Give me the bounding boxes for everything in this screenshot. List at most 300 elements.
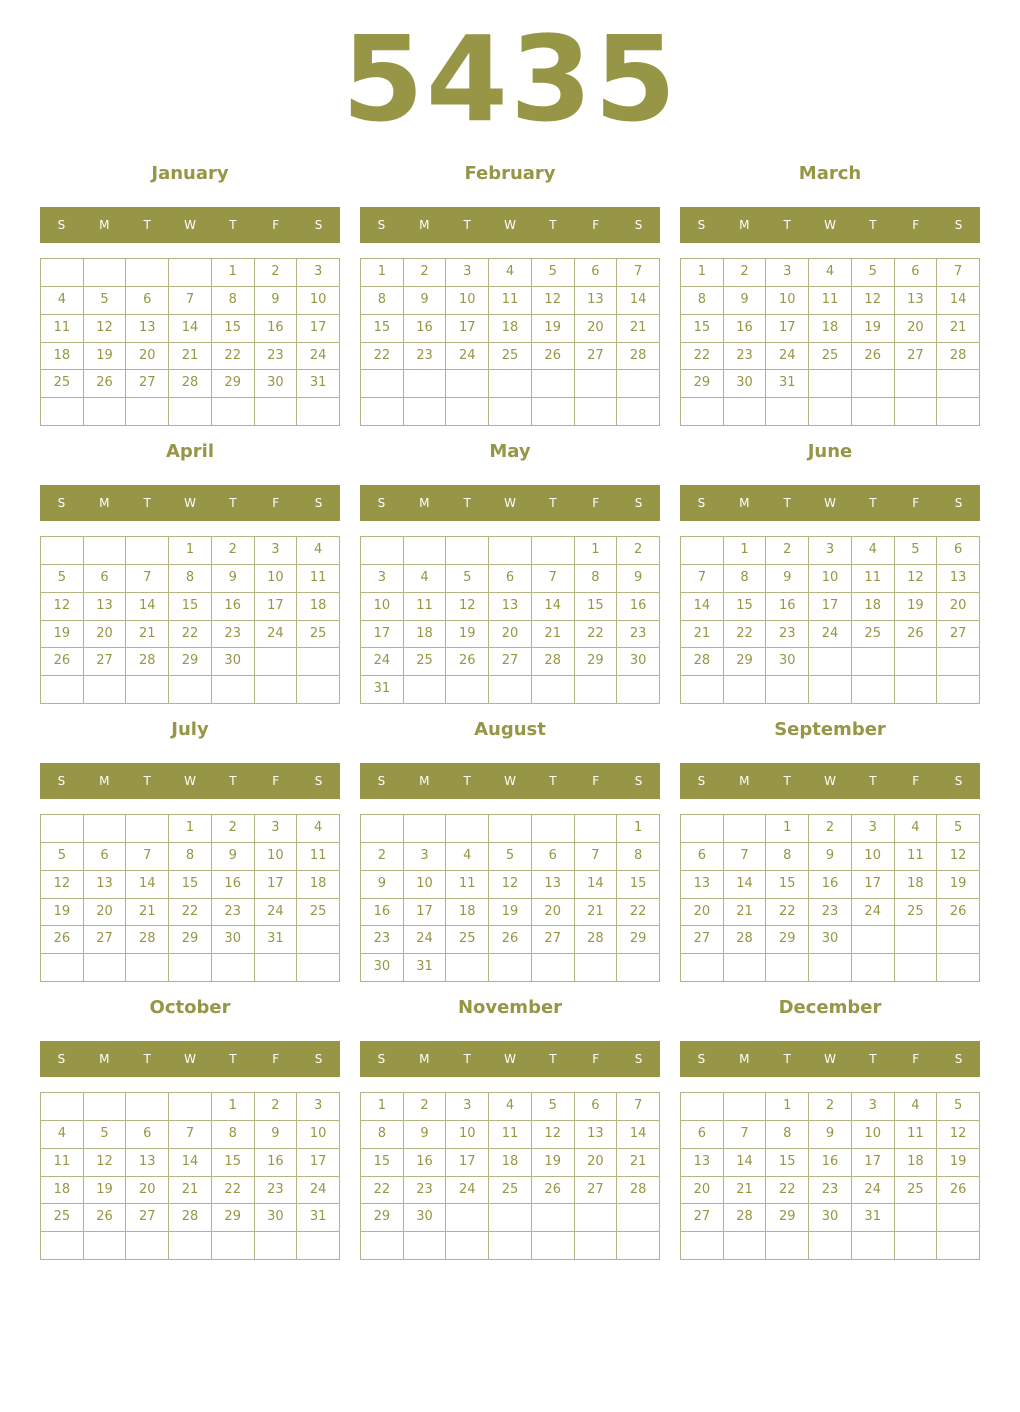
- weekday-label: W: [824, 1052, 836, 1066]
- day-cell: 16: [255, 1149, 298, 1177]
- day-cell: 18: [446, 899, 489, 927]
- day-cell: 1: [361, 259, 404, 287]
- weekday-label: W: [504, 496, 516, 510]
- empty-day-cell: [126, 1232, 169, 1260]
- day-cell: 10: [446, 287, 489, 315]
- day-cell: 13: [681, 871, 724, 899]
- day-cell: 5: [532, 1093, 575, 1121]
- empty-day-cell: [724, 1232, 767, 1260]
- empty-day-cell: [404, 815, 447, 843]
- weekday-label: T: [463, 1052, 471, 1066]
- weekday-label: F: [912, 1052, 920, 1066]
- day-cell: 11: [446, 871, 489, 899]
- empty-day-cell: [895, 954, 938, 982]
- day-cell: 24: [255, 899, 298, 927]
- weekday-label: M: [419, 1052, 430, 1066]
- empty-day-cell: [84, 815, 127, 843]
- day-cell: 15: [361, 1149, 404, 1177]
- day-cell: 30: [809, 1204, 852, 1232]
- day-cell: 30: [809, 926, 852, 954]
- day-cell: 8: [212, 287, 255, 315]
- day-cell: 17: [255, 593, 298, 621]
- empty-day-cell: [361, 537, 404, 565]
- day-cell: 24: [297, 1177, 340, 1205]
- day-cell: 22: [617, 899, 660, 927]
- empty-day-cell: [895, 1204, 938, 1232]
- day-grid: [40, 536, 340, 704]
- day-cell: 14: [169, 1149, 212, 1177]
- empty-day-cell: [446, 398, 489, 426]
- day-cell: 21: [126, 899, 169, 927]
- day-cell: 2: [255, 259, 298, 287]
- weekday-label: S: [377, 218, 386, 232]
- empty-day-cell: [489, 398, 532, 426]
- day-cell: 30: [361, 954, 404, 982]
- day-cell: 16: [361, 899, 404, 927]
- empty-day-cell: [937, 1232, 980, 1260]
- day-cell: 27: [681, 926, 724, 954]
- day-cell: 2: [255, 1093, 298, 1121]
- day-cell: 16: [724, 315, 767, 343]
- weekday-label: F: [912, 496, 920, 510]
- day-cell: 14: [126, 593, 169, 621]
- empty-day-cell: [489, 1232, 532, 1260]
- day-cell: 13: [681, 1149, 724, 1177]
- empty-day-cell: [532, 676, 575, 704]
- empty-day-cell: [681, 676, 724, 704]
- empty-day-cell: [41, 537, 84, 565]
- day-cell: 9: [617, 565, 660, 593]
- weekday-label: T: [783, 774, 791, 788]
- day-cell: 20: [681, 1177, 724, 1205]
- day-cell: 27: [937, 621, 980, 649]
- day-cell: 19: [895, 593, 938, 621]
- day-cell: 19: [937, 1149, 980, 1177]
- weekday-label: T: [783, 496, 791, 510]
- day-cell: 26: [895, 621, 938, 649]
- day-cell: 15: [212, 315, 255, 343]
- empty-day-cell: [169, 1232, 212, 1260]
- weekday-label: M: [739, 496, 750, 510]
- day-cell: 12: [532, 287, 575, 315]
- day-cell: 15: [169, 871, 212, 899]
- empty-day-cell: [84, 1232, 127, 1260]
- empty-day-cell: [617, 676, 660, 704]
- day-cell: 13: [532, 871, 575, 899]
- empty-day-cell: [617, 954, 660, 982]
- weekday-label: S: [954, 1052, 963, 1066]
- day-cell: 29: [766, 1204, 809, 1232]
- day-cell: 26: [41, 926, 84, 954]
- day-cell: 25: [809, 343, 852, 371]
- day-cell: 28: [126, 648, 169, 676]
- day-cell: 7: [126, 843, 169, 871]
- day-cell: 1: [361, 1093, 404, 1121]
- weekday-label: T: [143, 496, 151, 510]
- day-cell: 4: [297, 815, 340, 843]
- day-cell: 6: [937, 537, 980, 565]
- day-cell: 25: [41, 370, 84, 398]
- day-cell: 6: [126, 287, 169, 315]
- day-cell: 19: [852, 315, 895, 343]
- day-cell: 31: [361, 676, 404, 704]
- day-cell: 13: [489, 593, 532, 621]
- day-cell: 17: [255, 871, 298, 899]
- day-cell: 1: [681, 259, 724, 287]
- weekday-header: [360, 763, 660, 799]
- day-cell: 22: [212, 1177, 255, 1205]
- day-cell: 2: [361, 843, 404, 871]
- month-name: June: [807, 441, 853, 462]
- weekday-label: S: [57, 774, 66, 788]
- weekday-label: T: [869, 496, 877, 510]
- day-cell: 29: [212, 370, 255, 398]
- weekday-label: S: [377, 1052, 386, 1066]
- day-cell: 17: [852, 871, 895, 899]
- empty-day-cell: [852, 648, 895, 676]
- day-cell: 26: [84, 370, 127, 398]
- empty-day-cell: [446, 1204, 489, 1232]
- day-cell: 5: [41, 565, 84, 593]
- day-cell: 3: [852, 1093, 895, 1121]
- day-cell: 29: [724, 648, 767, 676]
- day-cell: 11: [489, 287, 532, 315]
- day-cell: 27: [84, 926, 127, 954]
- day-cell: 27: [681, 1204, 724, 1232]
- day-cell: 9: [361, 871, 404, 899]
- empty-day-cell: [297, 648, 340, 676]
- day-cell: 17: [404, 899, 447, 927]
- day-cell: 16: [212, 593, 255, 621]
- weekday-label: M: [739, 1052, 750, 1066]
- day-cell: 4: [489, 259, 532, 287]
- day-cell: 6: [84, 565, 127, 593]
- weekday-header: [680, 763, 980, 799]
- day-cell: 28: [575, 926, 618, 954]
- empty-day-cell: [532, 1232, 575, 1260]
- day-cell: 17: [446, 315, 489, 343]
- day-cell: 9: [404, 287, 447, 315]
- empty-day-cell: [852, 1232, 895, 1260]
- day-cell: 19: [532, 315, 575, 343]
- weekday-header: [680, 1041, 980, 1077]
- empty-day-cell: [297, 954, 340, 982]
- empty-day-cell: [361, 815, 404, 843]
- empty-day-cell: [724, 398, 767, 426]
- empty-day-cell: [446, 1232, 489, 1260]
- weekday-label: S: [377, 774, 386, 788]
- empty-day-cell: [809, 648, 852, 676]
- weekday-label: W: [824, 496, 836, 510]
- day-cell: 2: [212, 537, 255, 565]
- empty-day-cell: [895, 370, 938, 398]
- day-cell: 20: [575, 1149, 618, 1177]
- empty-day-cell: [489, 370, 532, 398]
- day-cell: 14: [575, 871, 618, 899]
- day-cell: 8: [681, 287, 724, 315]
- empty-day-cell: [937, 926, 980, 954]
- day-cell: 22: [724, 621, 767, 649]
- day-cell: 4: [809, 259, 852, 287]
- day-cell: 10: [255, 565, 298, 593]
- day-cell: 15: [212, 1149, 255, 1177]
- empty-day-cell: [575, 370, 618, 398]
- day-cell: 12: [532, 1121, 575, 1149]
- weekday-label: W: [184, 774, 196, 788]
- day-cell: 13: [575, 1121, 618, 1149]
- day-cell: 30: [617, 648, 660, 676]
- day-cell: 9: [255, 1121, 298, 1149]
- empty-day-cell: [126, 259, 169, 287]
- weekday-label: M: [99, 496, 110, 510]
- empty-day-cell: [489, 954, 532, 982]
- day-cell: 8: [724, 565, 767, 593]
- day-grid: [680, 258, 980, 426]
- day-cell: 10: [404, 871, 447, 899]
- weekday-label: S: [377, 496, 386, 510]
- day-cell: 13: [126, 1149, 169, 1177]
- day-cell: 26: [852, 343, 895, 371]
- day-cell: 14: [126, 871, 169, 899]
- day-cell: 22: [361, 1177, 404, 1205]
- day-cell: 23: [255, 1177, 298, 1205]
- weekday-label: S: [697, 496, 706, 510]
- weekday-label: S: [697, 1052, 706, 1066]
- day-cell: 5: [852, 259, 895, 287]
- day-cell: 25: [489, 1177, 532, 1205]
- weekday-label: W: [184, 218, 196, 232]
- day-cell: 3: [446, 1093, 489, 1121]
- day-cell: 18: [809, 315, 852, 343]
- empty-day-cell: [446, 815, 489, 843]
- month-name: August: [474, 719, 546, 740]
- empty-day-cell: [852, 926, 895, 954]
- day-cell: 22: [212, 343, 255, 371]
- day-cell: 5: [895, 537, 938, 565]
- day-cell: 8: [361, 1121, 404, 1149]
- day-cell: 6: [575, 259, 618, 287]
- day-cell: 22: [361, 343, 404, 371]
- empty-day-cell: [41, 259, 84, 287]
- day-cell: 31: [404, 954, 447, 982]
- day-cell: 17: [446, 1149, 489, 1177]
- day-cell: 26: [84, 1204, 127, 1232]
- weekday-label: T: [143, 218, 151, 232]
- day-cell: 10: [852, 843, 895, 871]
- empty-day-cell: [681, 398, 724, 426]
- day-cell: 5: [84, 287, 127, 315]
- weekday-label: F: [912, 218, 920, 232]
- empty-day-cell: [895, 398, 938, 426]
- empty-day-cell: [532, 370, 575, 398]
- empty-day-cell: [404, 370, 447, 398]
- day-cell: 19: [41, 621, 84, 649]
- empty-day-cell: [446, 954, 489, 982]
- month-name: February: [464, 163, 556, 184]
- day-cell: 10: [297, 1121, 340, 1149]
- empty-day-cell: [446, 537, 489, 565]
- weekday-label: T: [143, 774, 151, 788]
- day-cell: 17: [297, 315, 340, 343]
- month-name: October: [149, 997, 231, 1018]
- day-cell: 15: [766, 871, 809, 899]
- day-cell: 13: [84, 593, 127, 621]
- day-cell: 30: [212, 926, 255, 954]
- day-cell: 4: [297, 537, 340, 565]
- empty-day-cell: [937, 648, 980, 676]
- day-cell: 20: [937, 593, 980, 621]
- day-cell: 27: [84, 648, 127, 676]
- empty-day-cell: [126, 398, 169, 426]
- empty-day-cell: [617, 1204, 660, 1232]
- weekday-header: [40, 485, 340, 521]
- weekday-label: T: [229, 774, 237, 788]
- day-cell: 29: [361, 1204, 404, 1232]
- day-cell: 11: [489, 1121, 532, 1149]
- day-cell: 9: [212, 843, 255, 871]
- day-grid: [40, 258, 340, 426]
- month-name: December: [778, 997, 882, 1018]
- day-cell: 11: [41, 315, 84, 343]
- day-cell: 18: [489, 315, 532, 343]
- day-cell: 24: [852, 1177, 895, 1205]
- day-cell: 30: [255, 370, 298, 398]
- weekday-label: M: [99, 218, 110, 232]
- empty-day-cell: [84, 259, 127, 287]
- weekday-label: W: [184, 496, 196, 510]
- empty-day-cell: [532, 1204, 575, 1232]
- day-cell: 23: [361, 926, 404, 954]
- day-cell: 20: [895, 315, 938, 343]
- day-cell: 24: [446, 343, 489, 371]
- day-grid: [680, 536, 980, 704]
- day-cell: 29: [169, 648, 212, 676]
- day-cell: 26: [446, 648, 489, 676]
- day-cell: 8: [766, 843, 809, 871]
- weekday-label: T: [463, 774, 471, 788]
- day-grid: [680, 814, 980, 982]
- day-cell: 21: [617, 1149, 660, 1177]
- empty-day-cell: [126, 815, 169, 843]
- empty-day-cell: [766, 954, 809, 982]
- weekday-label: F: [592, 1052, 600, 1066]
- day-cell: 14: [681, 593, 724, 621]
- weekday-header: [360, 485, 660, 521]
- day-cell: 3: [255, 815, 298, 843]
- day-cell: 21: [681, 621, 724, 649]
- day-cell: 11: [297, 843, 340, 871]
- empty-day-cell: [575, 815, 618, 843]
- day-cell: 10: [766, 287, 809, 315]
- empty-day-cell: [126, 676, 169, 704]
- empty-day-cell: [255, 648, 298, 676]
- month-name: April: [165, 441, 215, 462]
- day-cell: 29: [766, 926, 809, 954]
- day-cell: 19: [489, 899, 532, 927]
- day-cell: 15: [724, 593, 767, 621]
- weekday-label: F: [592, 774, 600, 788]
- day-cell: 20: [126, 343, 169, 371]
- day-cell: 28: [126, 926, 169, 954]
- day-cell: 20: [681, 899, 724, 927]
- day-cell: 5: [532, 259, 575, 287]
- weekday-label: S: [57, 218, 66, 232]
- day-cell: 30: [404, 1204, 447, 1232]
- empty-day-cell: [809, 1232, 852, 1260]
- day-cell: 2: [212, 815, 255, 843]
- weekday-label: F: [272, 774, 280, 788]
- day-cell: 28: [724, 926, 767, 954]
- day-cell: 21: [575, 899, 618, 927]
- empty-day-cell: [575, 1232, 618, 1260]
- day-cell: 7: [724, 843, 767, 871]
- empty-day-cell: [212, 398, 255, 426]
- weekday-label: T: [783, 1052, 791, 1066]
- day-cell: 15: [766, 1149, 809, 1177]
- weekday-label: F: [272, 1052, 280, 1066]
- day-cell: 9: [809, 843, 852, 871]
- day-cell: 16: [809, 871, 852, 899]
- day-cell: 4: [404, 565, 447, 593]
- empty-day-cell: [169, 676, 212, 704]
- day-cell: 1: [617, 815, 660, 843]
- day-cell: 29: [169, 926, 212, 954]
- day-cell: 4: [41, 1121, 84, 1149]
- day-cell: 18: [404, 621, 447, 649]
- day-cell: 12: [84, 1149, 127, 1177]
- empty-day-cell: [446, 676, 489, 704]
- empty-day-cell: [297, 676, 340, 704]
- day-cell: 23: [404, 1177, 447, 1205]
- empty-day-cell: [84, 398, 127, 426]
- day-cell: 30: [255, 1204, 298, 1232]
- weekday-label: T: [549, 1052, 557, 1066]
- day-cell: 15: [361, 315, 404, 343]
- day-cell: 15: [681, 315, 724, 343]
- day-cell: 7: [169, 287, 212, 315]
- day-cell: 6: [681, 843, 724, 871]
- day-cell: 4: [446, 843, 489, 871]
- weekday-label: S: [954, 774, 963, 788]
- empty-day-cell: [446, 370, 489, 398]
- day-cell: 1: [766, 1093, 809, 1121]
- day-cell: 1: [169, 537, 212, 565]
- day-cell: 2: [617, 537, 660, 565]
- day-cell: 16: [404, 315, 447, 343]
- empty-day-cell: [895, 648, 938, 676]
- empty-day-cell: [169, 1093, 212, 1121]
- empty-day-cell: [766, 676, 809, 704]
- weekday-label: F: [912, 774, 920, 788]
- day-cell: 23: [809, 1177, 852, 1205]
- weekday-label: S: [634, 1052, 643, 1066]
- weekday-label: T: [869, 1052, 877, 1066]
- empty-day-cell: [489, 815, 532, 843]
- empty-day-cell: [361, 398, 404, 426]
- empty-day-cell: [575, 398, 618, 426]
- empty-day-cell: [489, 1204, 532, 1232]
- day-cell: 26: [489, 926, 532, 954]
- day-cell: 14: [724, 1149, 767, 1177]
- day-cell: 18: [489, 1149, 532, 1177]
- empty-day-cell: [41, 815, 84, 843]
- empty-day-cell: [361, 370, 404, 398]
- day-cell: 31: [766, 370, 809, 398]
- day-cell: 1: [212, 1093, 255, 1121]
- empty-day-cell: [766, 398, 809, 426]
- day-cell: 2: [766, 537, 809, 565]
- empty-day-cell: [84, 954, 127, 982]
